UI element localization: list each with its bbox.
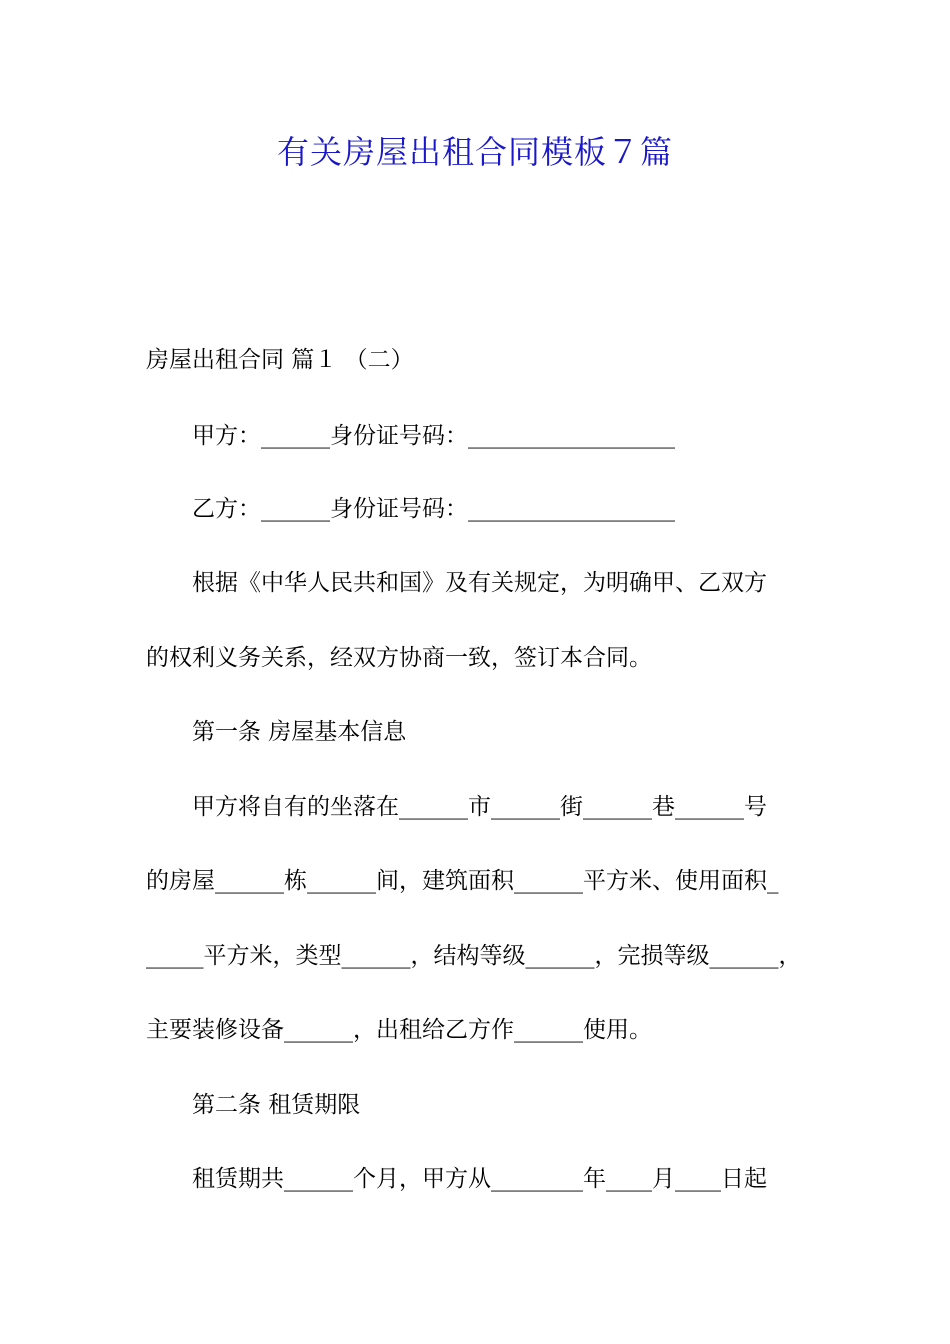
party-b-line: 乙方：______身份证号码：__________________ (192, 496, 675, 522)
article-1-line-1: 甲方将自有的坐落在______市______街______巷______号 (192, 794, 767, 820)
article-1-line-3: _____平方米，类型______，结构等级______，完损等级______， (146, 943, 802, 969)
article-1-line-2: 的房屋______栋______间，建筑面积______平方米、使用面积_ (146, 868, 779, 894)
article-2-line-1: 租赁期共______个月，甲方从________年____月____日起 (192, 1166, 767, 1192)
article-1-heading: 第一条 房屋基本信息 (192, 719, 407, 745)
preamble-line-2: 的权利义务关系，经双方协商一致，签订本合同。 (146, 645, 652, 671)
section-heading: 房屋出租合同 篇１ （二） (146, 347, 414, 373)
party-a-line: 甲方：______身份证号码：__________________ (192, 423, 675, 449)
document-title: 有关房屋出租合同模板７篇 (276, 133, 673, 171)
article-2-heading: 第二条 租赁期限 (192, 1092, 361, 1118)
preamble-line-1: 根据《中华人民共和国》及有关规定，为明确甲、乙双方 (192, 570, 767, 596)
article-1-line-4: 主要装修设备______，出租给乙方作______使用。 (146, 1017, 652, 1043)
